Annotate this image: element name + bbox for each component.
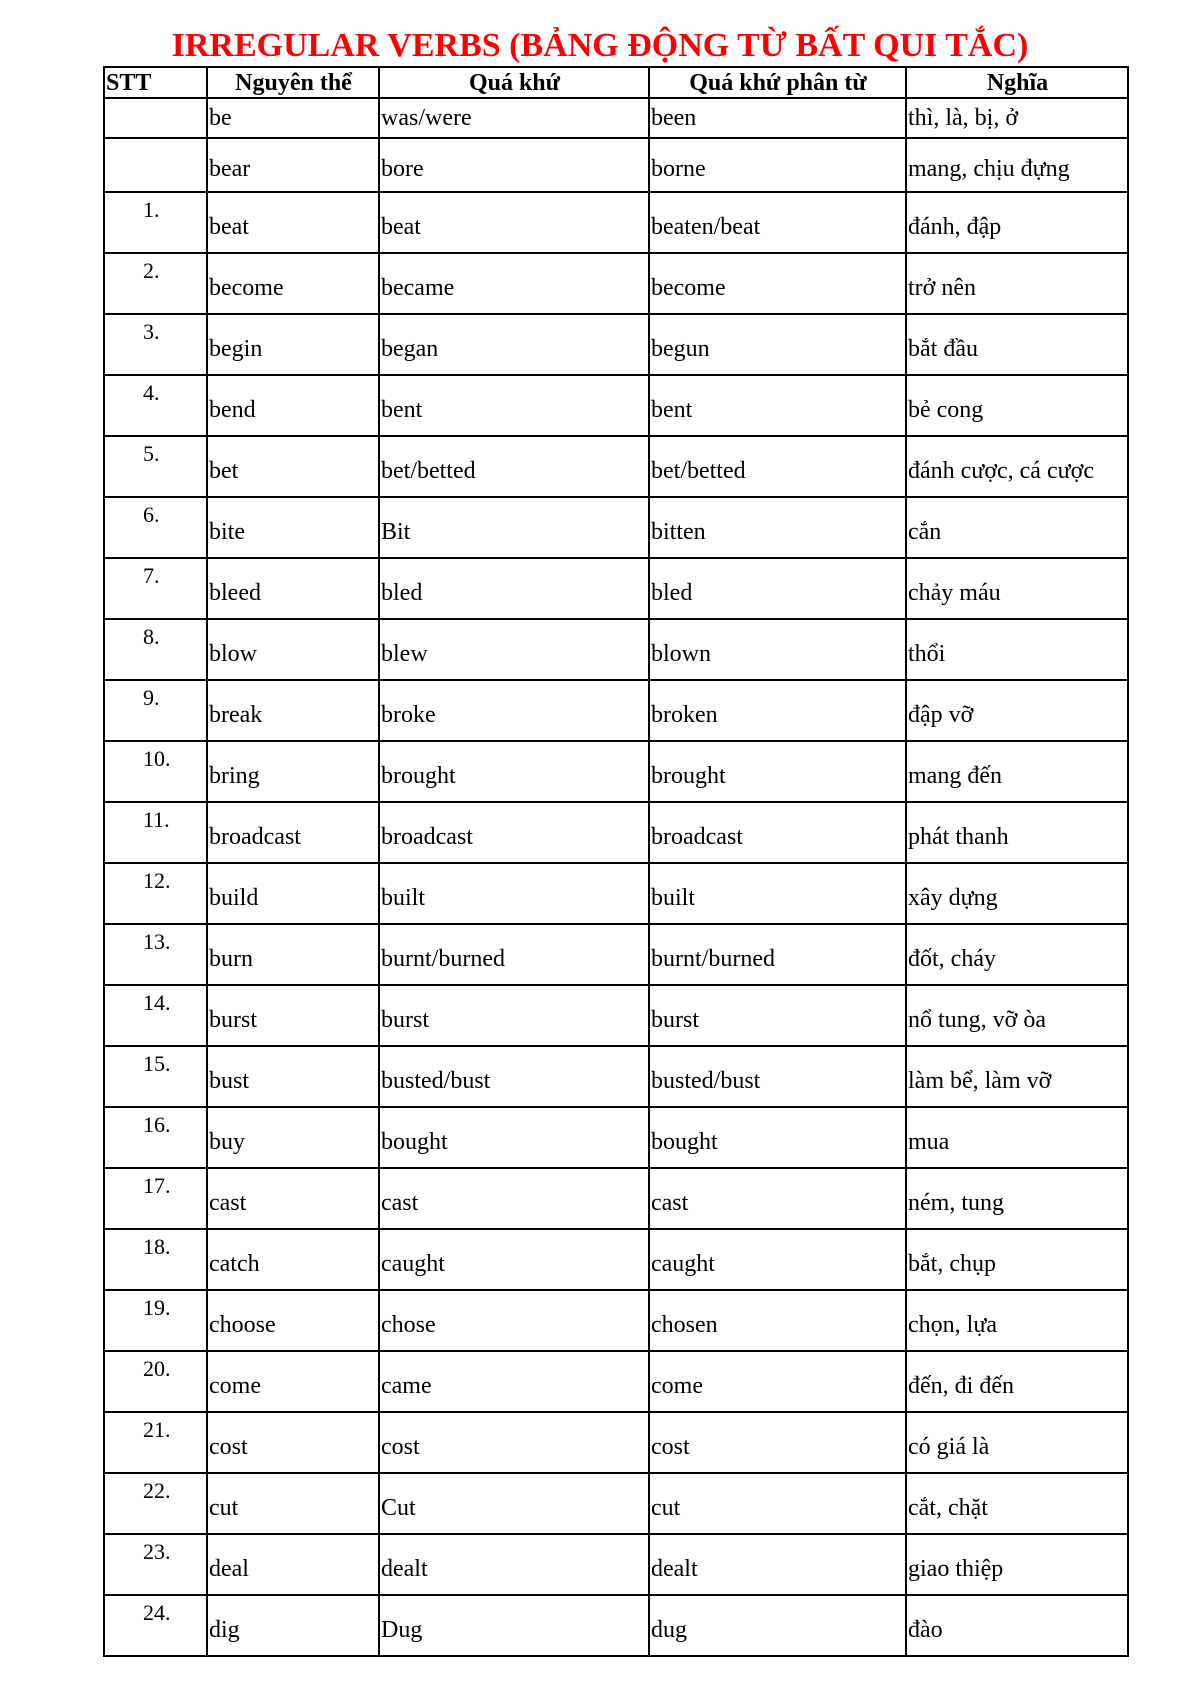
meaning-cell	[906, 1412, 1128, 1473]
meaning-cell-text: xây dựng	[908, 884, 998, 911]
meaning-cell	[906, 863, 1128, 924]
base-form-cell-text: bust	[209, 1067, 250, 1094]
stt-cell: 21.	[104, 1412, 207, 1473]
header-base-form: Nguyên thể	[207, 67, 379, 98]
base-form-cell	[207, 192, 379, 253]
past-participle-cell	[649, 314, 906, 375]
base-form-cell	[207, 741, 379, 802]
past-participle-cell-text: cost	[651, 1433, 690, 1460]
meaning-cell	[906, 1534, 1128, 1595]
meaning-cell	[906, 1229, 1128, 1290]
past-participle-cell-text: built	[651, 884, 696, 911]
table-row	[104, 138, 1128, 192]
past-cell	[379, 1107, 649, 1168]
past-cell-text: chose	[381, 1311, 436, 1338]
stt-cell: 22.	[104, 1473, 207, 1534]
past-participle-cell	[649, 924, 906, 985]
meaning-cell	[906, 497, 1128, 558]
past-participle-cell	[649, 1595, 906, 1656]
past-cell	[379, 1229, 649, 1290]
past-participle-cell-text: chosen	[651, 1311, 718, 1338]
past-cell-text: bled	[381, 579, 423, 606]
stt-cell: 16.	[104, 1107, 207, 1168]
past-participle-cell	[649, 1412, 906, 1473]
stt-cell: 1.	[104, 192, 207, 253]
past-participle-cell	[649, 1168, 906, 1229]
stt-cell: 24.	[104, 1595, 207, 1656]
past-cell	[379, 619, 649, 680]
base-form-cell	[207, 375, 379, 436]
past-cell	[379, 1473, 649, 1534]
past-cell-text: broadcast	[381, 823, 473, 850]
base-form-cell	[207, 314, 379, 375]
past-cell-text: bent	[381, 396, 423, 423]
base-form-cell	[207, 1107, 379, 1168]
stt-cell: 14.	[104, 985, 207, 1046]
past-cell	[379, 192, 649, 253]
meaning-cell-text: cắn	[908, 518, 942, 545]
meaning-cell-text: chọn, lựa	[908, 1311, 997, 1338]
base-form-cell	[207, 253, 379, 314]
stt-cell: 15.	[104, 1046, 207, 1107]
meaning-cell-text: chảy máu	[908, 579, 1001, 606]
past-cell	[379, 1290, 649, 1351]
table-row	[104, 680, 1128, 741]
past-participle-cell	[649, 138, 906, 192]
table-row	[104, 1107, 1128, 1168]
base-form-cell	[207, 497, 379, 558]
meaning-cell-text: thổi	[908, 640, 946, 667]
past-participle-cell	[649, 680, 906, 741]
stt-cell	[104, 98, 207, 138]
base-form-cell-text: bring	[209, 762, 260, 789]
header-meaning: Nghĩa	[906, 67, 1128, 98]
meaning-cell	[906, 619, 1128, 680]
stt-cell: 10.	[104, 741, 207, 802]
past-cell	[379, 558, 649, 619]
stt-cell: 6.	[104, 497, 207, 558]
meaning-cell	[906, 558, 1128, 619]
base-form-cell	[207, 1412, 379, 1473]
table-row	[104, 802, 1128, 863]
past-participle-cell	[649, 1229, 906, 1290]
meaning-cell	[906, 802, 1128, 863]
table-row	[104, 436, 1128, 497]
past-cell-text: busted/bust	[381, 1067, 491, 1094]
stt-cell: 13.	[104, 924, 207, 985]
base-form-cell	[207, 1351, 379, 1412]
past-participle-cell-text: cut	[651, 1494, 681, 1521]
stt-cell: 3.	[104, 314, 207, 375]
table-row	[104, 1229, 1128, 1290]
past-cell-text: Cut	[381, 1494, 416, 1521]
base-form-cell-text: begin	[209, 335, 263, 362]
table-row	[104, 1595, 1128, 1656]
base-form-cell	[207, 436, 379, 497]
past-cell	[379, 1534, 649, 1595]
base-form-cell	[207, 1473, 379, 1534]
base-form-cell-text: beat	[209, 213, 249, 240]
meaning-cell	[906, 1595, 1128, 1656]
past-cell	[379, 680, 649, 741]
meaning-cell	[906, 680, 1128, 741]
meaning-cell	[906, 253, 1128, 314]
stt-cell: 5.	[104, 436, 207, 497]
past-cell	[379, 98, 649, 138]
base-form-cell-text: buy	[209, 1128, 245, 1155]
stt-cell	[104, 138, 207, 192]
base-form-cell	[207, 1534, 379, 1595]
base-form-cell	[207, 985, 379, 1046]
past-cell-text: caught	[381, 1250, 445, 1277]
past-cell-text: bought	[381, 1128, 448, 1155]
past-participle-cell	[649, 985, 906, 1046]
stt-cell: 8.	[104, 619, 207, 680]
meaning-cell-text: bẻ cong	[908, 396, 984, 423]
base-form-cell	[207, 98, 379, 138]
base-form-cell	[207, 863, 379, 924]
table-row	[104, 924, 1128, 985]
base-form-cell-text: burn	[209, 945, 253, 972]
meaning-cell	[906, 138, 1128, 192]
past-participle-cell	[649, 863, 906, 924]
past-cell-text: came	[381, 1372, 432, 1399]
past-participle-cell-text: broadcast	[651, 823, 743, 850]
past-cell-text: Bit	[381, 518, 411, 545]
past-cell-text: burst	[381, 1006, 429, 1033]
past-cell-text: dealt	[381, 1555, 428, 1582]
table-row	[104, 619, 1128, 680]
base-form-cell	[207, 1229, 379, 1290]
meaning-cell-text: cắt, chặt	[908, 1494, 988, 1521]
table-row	[104, 863, 1128, 924]
stt-cell: 18.	[104, 1229, 207, 1290]
past-participle-cell-text: bought	[651, 1128, 718, 1155]
meaning-cell	[906, 98, 1128, 138]
meaning-cell	[906, 924, 1128, 985]
past-participle-cell	[649, 1534, 906, 1595]
meaning-cell	[906, 375, 1128, 436]
table-row	[104, 1412, 1128, 1473]
past-cell	[379, 436, 649, 497]
past-participle-cell-text: burnt/burned	[651, 945, 775, 972]
past-participle-cell-text: bled	[651, 579, 693, 606]
meaning-cell	[906, 1107, 1128, 1168]
base-form-cell	[207, 924, 379, 985]
base-form-cell	[207, 802, 379, 863]
table-row	[104, 558, 1128, 619]
meaning-cell-text: đánh, đập	[908, 213, 1002, 240]
table-row	[104, 497, 1128, 558]
header-past-participle: Quá khứ phân từ	[649, 67, 906, 98]
base-form-cell-text: bite	[209, 518, 245, 545]
table-row	[104, 1290, 1128, 1351]
past-cell-text: cost	[381, 1433, 420, 1460]
meaning-cell-text: đốt, cháy	[908, 945, 996, 972]
base-form-cell-text: become	[209, 274, 284, 301]
past-cell	[379, 924, 649, 985]
past-cell	[379, 314, 649, 375]
irregular-verbs-table	[103, 66, 1129, 1657]
table-row	[104, 1473, 1128, 1534]
base-form-cell	[207, 138, 379, 192]
meaning-cell-text: nổ tung, vỡ òa	[908, 1006, 1047, 1033]
past-participle-cell	[649, 1351, 906, 1412]
stt-cell: 20.	[104, 1351, 207, 1412]
past-participle-cell	[649, 253, 906, 314]
base-form-cell-text: burst	[209, 1006, 257, 1033]
past-participle-cell	[649, 741, 906, 802]
past-participle-cell	[649, 192, 906, 253]
past-participle-cell-text: busted/bust	[651, 1067, 761, 1094]
past-participle-cell-text: brought	[651, 762, 726, 789]
past-cell	[379, 253, 649, 314]
stt-cell: 4.	[104, 375, 207, 436]
past-participle-cell	[649, 1046, 906, 1107]
base-form-cell	[207, 558, 379, 619]
past-participle-cell	[649, 1473, 906, 1534]
past-participle-cell-text: bent	[651, 396, 693, 423]
past-participle-cell	[649, 436, 906, 497]
past-participle-cell-text: bitten	[651, 518, 706, 545]
base-form-cell	[207, 680, 379, 741]
past-participle-cell-text: come	[651, 1372, 703, 1399]
table-row	[104, 314, 1128, 375]
meaning-cell-text: mang, chịu đựng	[908, 156, 1070, 182]
meaning-cell-text: đánh cược, cá cược	[908, 457, 1094, 484]
past-cell-text: brought	[381, 762, 456, 789]
stt-cell: 11.	[104, 802, 207, 863]
past-cell	[379, 802, 649, 863]
meaning-cell	[906, 436, 1128, 497]
meaning-cell-text: đến, đi đến	[908, 1372, 1014, 1399]
stt-cell: 12.	[104, 863, 207, 924]
past-participle-cell-text: dealt	[651, 1555, 698, 1582]
past-cell	[379, 1046, 649, 1107]
table-row	[104, 1168, 1128, 1229]
meaning-cell-text: đập vỡ	[908, 701, 974, 728]
base-form-cell-text: cost	[209, 1433, 248, 1460]
past-participle-cell	[649, 497, 906, 558]
base-form-cell-text: bend	[209, 396, 256, 423]
meaning-cell	[906, 1046, 1128, 1107]
base-form-cell-text: break	[209, 701, 263, 728]
past-cell	[379, 985, 649, 1046]
base-form-cell	[207, 619, 379, 680]
base-form-cell-text: deal	[209, 1555, 249, 1582]
base-form-cell	[207, 1595, 379, 1656]
stt-cell: 17.	[104, 1168, 207, 1229]
past-participle-cell-text: caught	[651, 1250, 715, 1277]
page-title: IRREGULAR VERBS (BẢNG ĐỘNG TỪ BẤT QUI TẮC)	[171, 27, 1029, 64]
past-participle-cell	[649, 619, 906, 680]
past-cell-text: burnt/burned	[381, 945, 505, 972]
meaning-cell-text: giao thiệp	[908, 1555, 1004, 1582]
past-cell	[379, 1595, 649, 1656]
past-participle-cell	[649, 375, 906, 436]
header-past: Quá khứ	[379, 67, 649, 98]
meaning-cell-text: phát thanh	[908, 823, 1009, 850]
table-row	[104, 192, 1128, 253]
meaning-cell	[906, 1290, 1128, 1351]
base-form-cell-text: build	[209, 884, 259, 911]
table-row	[104, 741, 1128, 802]
table-header-row	[104, 67, 1128, 98]
past-participle-cell	[649, 98, 906, 138]
meaning-cell-text: ném, tung	[908, 1189, 1004, 1216]
meaning-cell	[906, 985, 1128, 1046]
table-row	[104, 985, 1128, 1046]
past-cell	[379, 138, 649, 192]
table-row	[104, 1534, 1128, 1595]
past-cell-text: beat	[381, 213, 421, 240]
stt-cell: 9.	[104, 680, 207, 741]
table-row	[104, 1351, 1128, 1412]
past-cell	[379, 863, 649, 924]
past-cell-text: Dug	[381, 1616, 423, 1643]
meaning-cell	[906, 314, 1128, 375]
meaning-cell-text: trở nên	[908, 274, 977, 301]
past-participle-cell-text: cast	[651, 1189, 689, 1216]
stt-cell: 7.	[104, 558, 207, 619]
meaning-cell-text: mua	[908, 1128, 950, 1155]
meaning-cell-text: có giá là	[908, 1433, 990, 1460]
past-participle-cell	[649, 1107, 906, 1168]
meaning-cell-text: bắt đầu	[908, 335, 978, 362]
meaning-cell-text: bắt, chụp	[908, 1250, 996, 1277]
base-form-cell-text: broadcast	[209, 823, 301, 850]
base-form-cell-text: cut	[209, 1494, 239, 1521]
stt-cell: 19.	[104, 1290, 207, 1351]
past-cell	[379, 497, 649, 558]
base-form-cell-text: bear	[209, 156, 251, 182]
past-participle-cell-text: borne	[651, 156, 706, 182]
past-cell-text: became	[381, 274, 455, 301]
base-form-cell-text: bleed	[209, 579, 261, 606]
past-participle-cell-text: bet/betted	[651, 457, 746, 484]
past-participle-cell-text: blown	[651, 640, 711, 667]
past-cell-text: bet/betted	[381, 457, 476, 484]
stt-cell: 2.	[104, 253, 207, 314]
meaning-cell	[906, 741, 1128, 802]
base-form-cell-text: dig	[209, 1616, 240, 1643]
past-participle-cell-text: beaten/beat	[651, 213, 761, 240]
past-participle-cell-text: broken	[651, 701, 718, 728]
base-form-cell-text: blow	[209, 640, 257, 667]
past-participle-cell-text: begun	[651, 335, 710, 362]
base-form-cell-text: cast	[209, 1189, 247, 1216]
base-form-cell-text: be	[209, 105, 232, 131]
past-participle-cell	[649, 802, 906, 863]
past-cell	[379, 1168, 649, 1229]
meaning-cell	[906, 1473, 1128, 1534]
table-row	[104, 375, 1128, 436]
past-cell-text: blew	[381, 640, 428, 667]
past-cell-text: began	[381, 335, 439, 362]
meaning-cell	[906, 1168, 1128, 1229]
past-participle-cell	[649, 1290, 906, 1351]
base-form-cell	[207, 1168, 379, 1229]
past-participle-cell	[649, 558, 906, 619]
base-form-cell-text: choose	[209, 1311, 276, 1338]
past-cell	[379, 1351, 649, 1412]
table-row	[104, 1046, 1128, 1107]
meaning-cell	[906, 192, 1128, 253]
header-stt: STT	[104, 67, 207, 98]
table-row	[104, 253, 1128, 314]
base-form-cell-text: come	[209, 1372, 261, 1399]
past-participle-cell-text: been	[651, 105, 697, 131]
past-cell-text: broke	[381, 701, 436, 728]
base-form-cell-text: catch	[209, 1250, 260, 1277]
past-cell	[379, 1412, 649, 1473]
past-cell	[379, 741, 649, 802]
base-form-cell	[207, 1290, 379, 1351]
stt-cell: 23.	[104, 1534, 207, 1595]
meaning-cell-text: đào	[908, 1616, 943, 1643]
past-cell-text: cast	[381, 1189, 419, 1216]
base-form-cell-text: bet	[209, 457, 239, 484]
base-form-cell	[207, 1046, 379, 1107]
table-row	[104, 98, 1128, 138]
past-participle-cell-text: burst	[651, 1006, 699, 1033]
past-participle-cell-text: dug	[651, 1616, 687, 1643]
past-cell	[379, 375, 649, 436]
meaning-cell-text: làm bể, làm vỡ	[908, 1067, 1052, 1094]
past-cell-text: bore	[381, 156, 424, 182]
meaning-cell	[906, 1351, 1128, 1412]
past-cell-text: was/were	[381, 105, 472, 131]
meaning-cell-text: thì, là, bị, ở	[908, 105, 1019, 131]
meaning-cell-text: mang đến	[908, 762, 1002, 789]
past-cell-text: built	[381, 884, 426, 911]
past-participle-cell-text: become	[651, 274, 726, 301]
